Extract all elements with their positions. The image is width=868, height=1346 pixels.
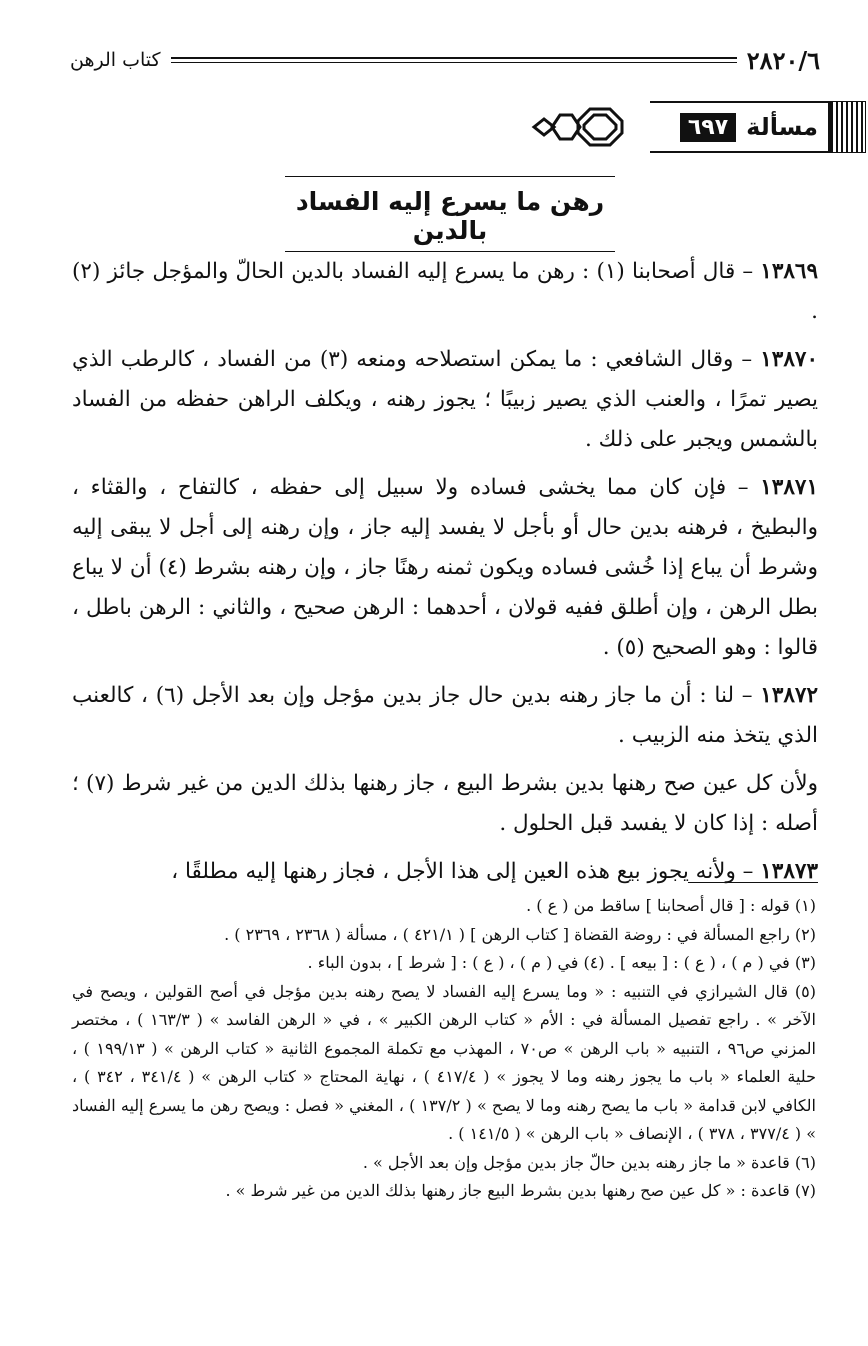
paragraph-number: ١٣٨٧٣ [760,859,818,884]
paragraph-number: ١٣٨٧٠ [760,347,818,372]
chapter-title: كتاب الرهن [70,49,161,71]
page-number: ٢٨٢٠/٦ [746,45,820,75]
masala-banner [530,101,866,153]
header-rule [171,57,737,63]
section-title: رهن ما يسرع إليه الفساد بالدين [295,187,605,245]
paragraph [72,468,818,668]
running-header [70,40,820,80]
paragraph-text: ولأن كل عين صح رهنها بدين بشرط البيع ، جاز رهنها بذلك الدين من غير شرط (٧) ؛ أصله : إذا كان لا يفسد قبل الحلول . [72,771,818,836]
section-title-block [270,176,630,252]
paragraph-text: – وقال الشافعي : ما يمكن استصلاحه ومنعه (٣) من الفساد ، كالرطب الذي يصير تمرًا ، والعنب الذي يصير زبيبًا ؛ يجوز رهنه ، ويكلف الراهن حفظه من الفساد بالشمس ويجبر على ذلك . [72,347,818,452]
paragraph-text: – قال أصحابنا (١) : رهن ما يسرع إليه الفساد بالدين الحالّ والمؤجل جائز (٢) . [72,259,818,324]
paragraph-text: – فإن كان مما يخشى فساده ولا سبيل إلى حفظه ، كالتفاح ، والقثاء ، والبطيخ ، فرهنه بدين حال أو بأجل لا يفسد إليه جاز ، وإن رهنه إلى أجل لا يبقى إليه وشرط أن يباع إذا خُشى فساده ويكون ثمنه رهنًا جاز ، وإن رهنه بشرط (٤) أن لا يباع بطل الرهن ، وإن أطلق ففيه قولان ، أحدهما : الرهن صحيح ، والثاني : الرهن باطل ، قالوا : وهو الصحيح (٥) . [72,475,818,660]
paragraph [72,676,818,756]
paragraph-text: – ولأنه يجوز بيع هذه العين إلى هذا الأجل ، فجاز رهنها إليه مطلقًا ، [171,859,761,884]
footnote-separator [688,882,818,883]
banner-bars-decoration [830,101,866,153]
paragraph [72,764,818,844]
paragraph [72,252,818,332]
paragraph-number: ١٣٨٧٢ [760,683,819,708]
masala-box [650,101,830,153]
ornament-icon [530,101,630,153]
footnote: (١) قوله : [ قال أصحابنا ] ساقط من ( ع ) . [526,896,816,915]
paragraph [72,340,818,460]
footnote: (٧) قاعدة : « كل عين صح رهنها بدين بشرط البيع جاز رهنها بذلك الدين من غير شرط » . [225,1181,816,1200]
footnote: (٥) قال الشيرازي في التنبيه : « وما يسرع إليه الفساد لا يصح رهنه بدين مؤجل في أصح القولين ، ويصح في الآخر » . راجع تفصيل المسألة في : الأم « كتاب الرهن الكبير » ، في « الرهن الفاسد » ( ١٦٣/٣ ) ، مختصر المزني ص٩٦ ، التنبيه « باب الرهن » ص٧٠ ، المهذب مع تكملة المجموع الثانية « كتاب الرهن » ( ١٩٩/١٣ ) ، حلية العلماء « باب ما يجوز رهنه وما لا يجوز » ( ٤١٧/٤ ) ، نهاية المحتاج « كتاب الرهن » ( ٣٤١/٤ ، ٣٤٢ ) ، الكافي لابن قدامة « باب ما يصح رهنه وما لا يصح » ( ١٣٧/٢ ) ، المغني « فصل : ويصح رهن ما يسرع إليه الفساد » ( ٣٧٧/٤ ، ٣٧٨ ) ، الإنصاف « باب الرهن » ( ١٤١/٥ ) . [72,981,817,1143]
footnotes [72,892,816,1206]
paragraph-number: ١٣٨٦٩ [760,259,819,284]
paragraph [72,852,818,892]
footnote: (٦) قاعدة « ما جاز رهنه بدين حالّ جاز بدين مؤجل وإن بعد الأجل » . [362,1152,816,1172]
paragraph-number: ١٣٨٧١ [760,475,818,500]
footnote: (٣) في ( م ) ، ( ع ) : [ بيعه ] . (٤) في ( م ) ، ( ع ) : [ شرط ] ، بدون الباء . [307,953,816,972]
paragraph-text: – لنا : أن ما جاز رهنه بدين حال جاز بدين مؤجل وإن بعد الأجل (٦) ، كالعنب الذي يتخذ منه الزبيب . [72,683,818,748]
masala-number: ٦٩٧ [680,113,736,142]
main-text [72,252,818,900]
masala-label: مسألة [746,113,818,141]
footnote: (٢) راجع المسألة في : روضة القضاة [ كتاب الرهن ] ( ٤٢١/١ ) ، مسألة ( ٢٣٦٨ ، ٢٣٦٩ ) . [224,924,816,944]
